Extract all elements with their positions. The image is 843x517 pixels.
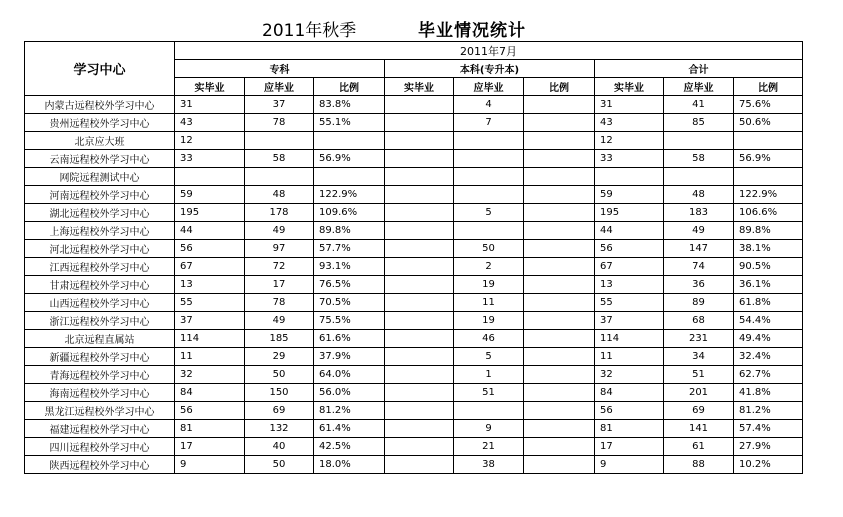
cell-total-actual: 31 — [595, 96, 664, 114]
cell-total-expected: 88 — [664, 456, 734, 474]
cell-total-ratio: 36.1% — [734, 276, 803, 294]
cell-zhuanke-expected: 49 — [245, 312, 314, 330]
cell-zhuanke-expected: 185 — [245, 330, 314, 348]
table-row — [25, 204, 803, 222]
cell-benke-ratio — [524, 276, 595, 294]
cell-zhuanke-ratio: 81.2% — [314, 402, 385, 420]
cell-center-name: 河北远程校外学习中心 — [25, 240, 175, 258]
cell-benke-ratio — [524, 366, 595, 384]
cell-center-name: 北京应大班 — [25, 132, 175, 150]
cell-total-actual: 55 — [595, 294, 664, 312]
cell-total-ratio: 38.1% — [734, 240, 803, 258]
cell-center-name: 黑龙江远程校外学习中心 — [25, 402, 175, 420]
cell-zhuanke-ratio: 55.1% — [314, 114, 385, 132]
cell-zhuanke-ratio: 37.9% — [314, 348, 385, 366]
cell-benke-actual — [385, 402, 454, 420]
cell-total-expected: 85 — [664, 114, 734, 132]
cell-benke-ratio — [524, 312, 595, 330]
header-sub-expected: 应毕业 — [454, 78, 524, 96]
cell-zhuanke-expected: 40 — [245, 438, 314, 456]
cell-total-actual: 11 — [595, 348, 664, 366]
cell-zhuanke-actual: 44 — [175, 222, 245, 240]
cell-total-ratio: 57.4% — [734, 420, 803, 438]
cell-benke-ratio — [524, 348, 595, 366]
table-row — [25, 222, 803, 240]
cell-total-actual: 114 — [595, 330, 664, 348]
table-row — [25, 384, 803, 402]
cell-total-actual: 9 — [595, 456, 664, 474]
cell-zhuanke-expected: 78 — [245, 114, 314, 132]
cell-zhuanke-actual: 81 — [175, 420, 245, 438]
table-row — [25, 150, 803, 168]
cell-benke-expected: 46 — [454, 330, 524, 348]
cell-zhuanke-ratio: 83.8% — [314, 96, 385, 114]
header-sub-expected: 应毕业 — [245, 78, 314, 96]
cell-zhuanke-actual: 31 — [175, 96, 245, 114]
cell-benke-actual — [385, 186, 454, 204]
cell-benke-expected: 21 — [454, 438, 524, 456]
cell-zhuanke-expected: 78 — [245, 294, 314, 312]
cell-benke-ratio — [524, 222, 595, 240]
cell-benke-expected — [454, 150, 524, 168]
cell-total-ratio: 41.8% — [734, 384, 803, 402]
cell-benke-expected: 19 — [454, 312, 524, 330]
table-row — [25, 132, 803, 150]
cell-benke-ratio — [524, 258, 595, 276]
cell-zhuanke-actual: 17 — [175, 438, 245, 456]
cell-total-actual: 43 — [595, 114, 664, 132]
cell-zhuanke-expected: 178 — [245, 204, 314, 222]
cell-zhuanke-ratio — [314, 132, 385, 150]
cell-zhuanke-actual: 195 — [175, 204, 245, 222]
cell-zhuanke-ratio: 75.5% — [314, 312, 385, 330]
cell-zhuanke-ratio: 61.4% — [314, 420, 385, 438]
cell-zhuanke-ratio: 56.9% — [314, 150, 385, 168]
cell-benke-expected: 1 — [454, 366, 524, 384]
cell-zhuanke-expected: 50 — [245, 456, 314, 474]
cell-zhuanke-actual: 9 — [175, 456, 245, 474]
cell-total-expected: 68 — [664, 312, 734, 330]
cell-zhuanke-ratio: 76.5% — [314, 276, 385, 294]
cell-benke-expected — [454, 132, 524, 150]
cell-zhuanke-actual: 67 — [175, 258, 245, 276]
cell-zhuanke-ratio: 57.7% — [314, 240, 385, 258]
cell-benke-actual — [385, 114, 454, 132]
table-row — [25, 240, 803, 258]
header-sub-actual: 实毕业 — [175, 78, 245, 96]
header-sub-actual: 实毕业 — [385, 78, 454, 96]
cell-benke-actual — [385, 168, 454, 186]
cell-zhuanke-expected: 37 — [245, 96, 314, 114]
cell-zhuanke-ratio: 89.8% — [314, 222, 385, 240]
header-sub-ratio: 比例 — [734, 78, 803, 96]
cell-benke-expected: 9 — [454, 420, 524, 438]
cell-zhuanke-ratio: 18.0% — [314, 456, 385, 474]
cell-center-name: 海南远程校外学习中心 — [25, 384, 175, 402]
cell-zhuanke-expected — [245, 132, 314, 150]
cell-zhuanke-actual: 43 — [175, 114, 245, 132]
cell-benke-ratio — [524, 420, 595, 438]
cell-zhuanke-expected: 72 — [245, 258, 314, 276]
cell-center-name: 湖北远程校外学习中心 — [25, 204, 175, 222]
cell-benke-actual — [385, 222, 454, 240]
cell-benke-expected: 4 — [454, 96, 524, 114]
cell-benke-ratio — [524, 168, 595, 186]
cell-zhuanke-actual: 11 — [175, 348, 245, 366]
cell-total-expected: 58 — [664, 150, 734, 168]
header-month: 2011年7月 — [175, 42, 803, 60]
cell-benke-ratio — [524, 294, 595, 312]
cell-total-ratio: 56.9% — [734, 150, 803, 168]
cell-total-expected — [664, 168, 734, 186]
cell-benke-ratio — [524, 384, 595, 402]
header-group-total: 合计 — [595, 60, 803, 78]
cell-zhuanke-expected: 49 — [245, 222, 314, 240]
cell-zhuanke-actual: 12 — [175, 132, 245, 150]
header-sub-actual: 实毕业 — [595, 78, 664, 96]
cell-total-expected: 201 — [664, 384, 734, 402]
cell-center-name: 江西远程校外学习中心 — [25, 258, 175, 276]
table-row — [25, 276, 803, 294]
cell-total-expected: 89 — [664, 294, 734, 312]
cell-total-expected: 34 — [664, 348, 734, 366]
cell-total-ratio: 54.4% — [734, 312, 803, 330]
cell-total-actual: 33 — [595, 150, 664, 168]
cell-benke-actual — [385, 438, 454, 456]
cell-zhuanke-ratio: 93.1% — [314, 258, 385, 276]
cell-total-actual: 67 — [595, 258, 664, 276]
cell-benke-actual — [385, 348, 454, 366]
cell-total-actual: 195 — [595, 204, 664, 222]
cell-center-name: 甘肃远程校外学习中心 — [25, 276, 175, 294]
cell-total-expected: 231 — [664, 330, 734, 348]
cell-benke-ratio — [524, 402, 595, 420]
graduation-table — [24, 41, 803, 474]
cell-total-ratio: 27.9% — [734, 438, 803, 456]
cell-zhuanke-ratio — [314, 168, 385, 186]
cell-center-name: 山西远程校外学习中心 — [25, 294, 175, 312]
cell-center-name: 上海远程校外学习中心 — [25, 222, 175, 240]
cell-total-ratio: 49.4% — [734, 330, 803, 348]
cell-benke-expected: 5 — [454, 348, 524, 366]
cell-center-name: 北京远程直属站 — [25, 330, 175, 348]
cell-total-expected: 36 — [664, 276, 734, 294]
cell-center-name: 贵州远程校外学习中心 — [25, 114, 175, 132]
cell-benke-expected: 38 — [454, 456, 524, 474]
cell-benke-ratio — [524, 456, 595, 474]
cell-zhuanke-actual — [175, 168, 245, 186]
cell-zhuanke-ratio: 64.0% — [314, 366, 385, 384]
cell-benke-actual — [385, 240, 454, 258]
cell-benke-ratio — [524, 204, 595, 222]
cell-zhuanke-expected: 97 — [245, 240, 314, 258]
cell-zhuanke-ratio: 70.5% — [314, 294, 385, 312]
cell-benke-actual — [385, 330, 454, 348]
cell-total-ratio — [734, 168, 803, 186]
cell-benke-ratio — [524, 186, 595, 204]
cell-total-ratio: 90.5% — [734, 258, 803, 276]
cell-benke-actual — [385, 366, 454, 384]
cell-total-actual — [595, 168, 664, 186]
cell-total-actual: 56 — [595, 240, 664, 258]
cell-benke-expected: 7 — [454, 114, 524, 132]
cell-total-actual: 59 — [595, 186, 664, 204]
table-row — [25, 456, 803, 474]
cell-zhuanke-expected: 69 — [245, 402, 314, 420]
header-center: 学习中心 — [25, 42, 175, 96]
header-group-benke: 本科(专升本) — [385, 60, 595, 78]
cell-benke-actual — [385, 456, 454, 474]
cell-benke-expected: 50 — [454, 240, 524, 258]
cell-benke-actual — [385, 276, 454, 294]
cell-total-actual: 37 — [595, 312, 664, 330]
cell-benke-expected — [454, 222, 524, 240]
cell-zhuanke-actual: 84 — [175, 384, 245, 402]
cell-total-expected: 147 — [664, 240, 734, 258]
cell-benke-actual — [385, 204, 454, 222]
cell-benke-expected: 5 — [454, 204, 524, 222]
header-row-month — [25, 42, 803, 60]
cell-total-ratio: 61.8% — [734, 294, 803, 312]
cell-zhuanke-actual: 56 — [175, 402, 245, 420]
table-row — [25, 402, 803, 420]
table-row — [25, 420, 803, 438]
cell-benke-actual — [385, 312, 454, 330]
cell-total-expected: 41 — [664, 96, 734, 114]
cell-zhuanke-actual: 33 — [175, 150, 245, 168]
cell-total-ratio: 32.4% — [734, 348, 803, 366]
table-row — [25, 330, 803, 348]
cell-total-ratio — [734, 132, 803, 150]
cell-zhuanke-ratio: 56.0% — [314, 384, 385, 402]
cell-center-name: 青海远程校外学习中心 — [25, 366, 175, 384]
cell-total-ratio: 106.6% — [734, 204, 803, 222]
cell-zhuanke-expected: 29 — [245, 348, 314, 366]
cell-total-actual: 13 — [595, 276, 664, 294]
cell-total-ratio: 50.6% — [734, 114, 803, 132]
cell-benke-expected: 51 — [454, 384, 524, 402]
cell-center-name: 福建远程校外学习中心 — [25, 420, 175, 438]
cell-total-ratio: 89.8% — [734, 222, 803, 240]
cell-zhuanke-actual: 37 — [175, 312, 245, 330]
cell-total-expected: 51 — [664, 366, 734, 384]
cell-total-actual: 12 — [595, 132, 664, 150]
cell-zhuanke-expected — [245, 168, 314, 186]
cell-zhuanke-expected: 17 — [245, 276, 314, 294]
cell-total-expected: 61 — [664, 438, 734, 456]
report-name: 毕业情况统计 — [418, 21, 526, 41]
cell-center-name: 新疆远程校外学习中心 — [25, 348, 175, 366]
cell-total-expected: 183 — [664, 204, 734, 222]
header-group-zhuanke: 专科 — [175, 60, 385, 78]
cell-benke-actual — [385, 150, 454, 168]
table-row — [25, 186, 803, 204]
cell-zhuanke-expected: 150 — [245, 384, 314, 402]
cell-zhuanke-actual: 56 — [175, 240, 245, 258]
table-row — [25, 258, 803, 276]
cell-benke-actual — [385, 132, 454, 150]
cell-total-expected: 48 — [664, 186, 734, 204]
cell-total-expected — [664, 132, 734, 150]
cell-total-actual: 32 — [595, 366, 664, 384]
cell-center-name: 内蒙古远程校外学习中心 — [25, 96, 175, 114]
cell-center-name: 云南远程校外学习中心 — [25, 150, 175, 168]
cell-benke-ratio — [524, 330, 595, 348]
cell-benke-expected: 11 — [454, 294, 524, 312]
cell-zhuanke-actual: 32 — [175, 366, 245, 384]
cell-zhuanke-ratio: 42.5% — [314, 438, 385, 456]
cell-total-ratio: 75.6% — [734, 96, 803, 114]
cell-benke-actual — [385, 96, 454, 114]
cell-benke-ratio — [524, 150, 595, 168]
cell-total-expected: 141 — [664, 420, 734, 438]
cell-center-name: 河南远程校外学习中心 — [25, 186, 175, 204]
cell-total-ratio: 81.2% — [734, 402, 803, 420]
table-row — [25, 366, 803, 384]
cell-zhuanke-actual: 59 — [175, 186, 245, 204]
cell-benke-ratio — [524, 438, 595, 456]
header-sub-ratio: 比例 — [314, 78, 385, 96]
cell-benke-actual — [385, 294, 454, 312]
cell-total-ratio: 10.2% — [734, 456, 803, 474]
cell-benke-actual — [385, 420, 454, 438]
header-sub-expected: 应毕业 — [664, 78, 734, 96]
cell-benke-actual — [385, 258, 454, 276]
cell-zhuanke-expected: 58 — [245, 150, 314, 168]
cell-total-ratio: 122.9% — [734, 186, 803, 204]
cell-center-name: 网院远程测试中心 — [25, 168, 175, 186]
cell-total-expected: 69 — [664, 402, 734, 420]
cell-benke-expected — [454, 186, 524, 204]
table-row — [25, 114, 803, 132]
cell-zhuanke-ratio: 61.6% — [314, 330, 385, 348]
cell-center-name: 浙江远程校外学习中心 — [25, 312, 175, 330]
cell-total-actual: 81 — [595, 420, 664, 438]
cell-benke-expected: 2 — [454, 258, 524, 276]
cell-total-expected: 49 — [664, 222, 734, 240]
cell-zhuanke-actual: 55 — [175, 294, 245, 312]
cell-total-ratio: 62.7% — [734, 366, 803, 384]
term-label: 2011年秋季 — [262, 21, 357, 41]
table-row — [25, 348, 803, 366]
header-sub-ratio: 比例 — [524, 78, 595, 96]
cell-center-name: 四川远程校外学习中心 — [25, 438, 175, 456]
table-row — [25, 168, 803, 186]
table-row — [25, 312, 803, 330]
cell-benke-ratio — [524, 240, 595, 258]
table-row — [25, 438, 803, 456]
cell-zhuanke-ratio: 109.6% — [314, 204, 385, 222]
cell-zhuanke-expected: 48 — [245, 186, 314, 204]
cell-benke-ratio — [524, 132, 595, 150]
cell-total-actual: 17 — [595, 438, 664, 456]
cell-zhuanke-expected: 132 — [245, 420, 314, 438]
cell-benke-expected: 19 — [454, 276, 524, 294]
table-row — [25, 294, 803, 312]
cell-zhuanke-ratio: 122.9% — [314, 186, 385, 204]
cell-zhuanke-actual: 114 — [175, 330, 245, 348]
cell-benke-ratio — [524, 114, 595, 132]
cell-benke-expected — [454, 168, 524, 186]
cell-benke-ratio — [524, 96, 595, 114]
cell-zhuanke-expected: 50 — [245, 366, 314, 384]
cell-total-actual: 44 — [595, 222, 664, 240]
cell-zhuanke-actual: 13 — [175, 276, 245, 294]
cell-benke-actual — [385, 384, 454, 402]
cell-center-name: 陕西远程校外学习中心 — [25, 456, 175, 474]
table-row — [25, 96, 803, 114]
cell-benke-expected — [454, 402, 524, 420]
cell-total-actual: 84 — [595, 384, 664, 402]
cell-total-expected: 74 — [664, 258, 734, 276]
report-title — [0, 14, 843, 40]
cell-total-actual: 56 — [595, 402, 664, 420]
